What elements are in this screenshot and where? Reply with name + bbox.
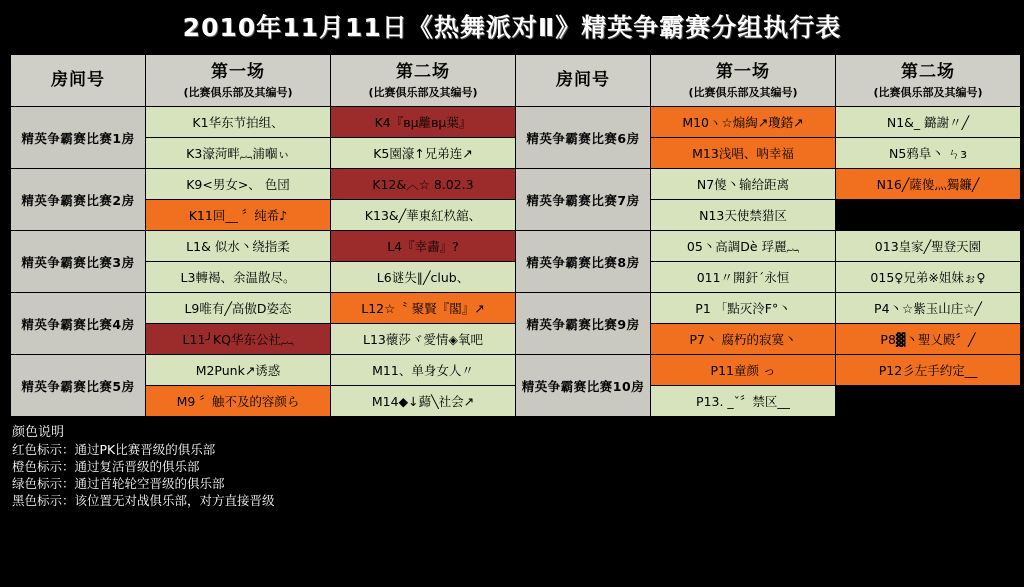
room-label-left: 精英争霸赛比赛5房 [11, 355, 146, 417]
club-cell: K11回__ 〞纯希♪ [146, 200, 331, 231]
header-match1-right-sub: (比赛俱乐部及其编号) [688, 85, 798, 99]
room-label-left: 精英争霸赛比赛2房 [11, 169, 146, 231]
legend-heading: 颜色说明 [12, 425, 65, 440]
header-match2-left [331, 55, 516, 107]
header-match1-left-sub: (比赛俱乐部及其编号) [183, 85, 293, 99]
room-label-right: 精英争霸赛比赛9房 [516, 293, 651, 355]
club-cell: K13&╱華東紅杦舘、 [331, 200, 516, 231]
legend-item-text: 通过首轮轮空晋级的俱乐部 [74, 476, 225, 491]
club-cell: K9<男女>、 色団 [146, 169, 331, 200]
club-cell: N13天使禁猎区 [651, 200, 836, 231]
legend-item [12, 492, 1014, 509]
table-header-row [11, 55, 1021, 107]
club-cell: K12&︿☆ 8.02.3 [331, 169, 516, 200]
club-cell: L1& 似水丶绕指柔 [146, 231, 331, 262]
club-cell: 05丶高調Dè 琈麗︷ [651, 231, 836, 262]
club-cell: P4丶☆紫玉山庄☆╱ [836, 293, 1021, 324]
club-cell: K1华东节拍组、 [146, 107, 331, 138]
club-cell: L4『幸畵』? [331, 231, 516, 262]
legend-item-label: 橙色标示： [12, 459, 75, 474]
header-match2-right-label: 第二场 [901, 61, 955, 82]
club-cell [836, 200, 1021, 231]
club-cell: K4『вμ離вμ葉』 [331, 107, 516, 138]
header-match2-left-label: 第二场 [396, 61, 450, 82]
legend-item-text: 通过PK比赛晋级的俱乐部 [74, 442, 216, 457]
club-cell: P12彡左手约定__ [836, 355, 1021, 386]
club-cell: L12☆〝 聚賢『閣』↗ [331, 293, 516, 324]
club-cell: P7丶 腐朽的寂寞丶 [651, 324, 836, 355]
room-label-right: 精英争霸赛比赛7房 [516, 169, 651, 231]
legend-item-text: 通过复活晋级的俱乐部 [74, 459, 200, 474]
club-cell: L11╯KQ华东公社︷ [146, 324, 331, 355]
header-match1-left [146, 55, 331, 107]
club-cell: P13. _ˇ〞禁区__ [651, 386, 836, 417]
header-room-right [516, 55, 651, 107]
club-cell [836, 386, 1021, 417]
club-cell: M11、单身女人〃 [331, 355, 516, 386]
club-cell: N16╱薩傻灬獨鐮╱ [836, 169, 1021, 200]
legend-item-label: 黑色标示： [12, 493, 75, 508]
legend [10, 424, 1014, 509]
club-cell: K5園濠↑兄弟连↗ [331, 138, 516, 169]
table-body [11, 107, 1021, 417]
club-cell: M9 〞触不及的容颜ら [146, 386, 331, 417]
header-match2-right [836, 55, 1021, 107]
club-cell: K3濠菏畔︷浦嗰ぃ [146, 138, 331, 169]
header-match1-right [651, 55, 836, 107]
room-label-right: 精英争霸赛比赛8房 [516, 231, 651, 293]
club-cell: P11童颜 っ [651, 355, 836, 386]
header-match2-left-sub: (比赛俱乐部及其编号) [368, 85, 478, 99]
table-row [11, 169, 1021, 200]
schedule-table [10, 54, 1021, 417]
header-match1-right-label: 第一场 [716, 61, 770, 82]
legend-item-label: 绿色标示： [12, 476, 75, 491]
club-cell: P8▓丶聖乂殿〞╱ [836, 324, 1021, 355]
header-room-left [11, 55, 146, 107]
room-label-right: 精英争霸赛比赛6房 [516, 107, 651, 169]
legend-item [12, 458, 1014, 475]
club-cell: N7傻丶输给距离 [651, 169, 836, 200]
table-row [11, 355, 1021, 386]
club-cell: M2Punk↗诱惑 [146, 355, 331, 386]
legend-item [12, 475, 1014, 492]
club-cell: L9唯有╱高傲D姿态 [146, 293, 331, 324]
header-room-left-label: 房间号 [51, 69, 105, 90]
room-label-left: 精英争霸赛比赛3房 [11, 231, 146, 293]
table-row [11, 293, 1021, 324]
club-cell: N5鸦阜丶 ㄣз [836, 138, 1021, 169]
legend-item-label: 红色标示： [12, 442, 75, 457]
club-cell: 013皇家╱聖登天園 [836, 231, 1021, 262]
header-match1-left-label: 第一场 [211, 61, 265, 82]
header-match2-right-sub: (比赛俱乐部及其编号) [873, 85, 983, 99]
club-cell: M10ヽ☆煽綯↗瓊鎝↗ [651, 107, 836, 138]
table-row [11, 231, 1021, 262]
header-room-right-label: 房间号 [556, 69, 610, 90]
table-row [11, 107, 1021, 138]
club-cell: M14◆↓蘬╲社会↗ [331, 386, 516, 417]
club-cell: L6谜失∥╱club、 [331, 262, 516, 293]
club-cell: M13浅唱、呐幸福 [651, 138, 836, 169]
legend-item-text: 该位置无对战俱乐部，对方直接晋级 [74, 493, 275, 508]
page-title: 2010年11月11日《热舞派对Ⅱ》精英争霸赛分组执行表 [182, 13, 842, 42]
club-cell: 015♀兄弟※姐妹ぉ♀ [836, 262, 1021, 293]
club-cell: N1&_ 鏴謝〃╱ [836, 107, 1021, 138]
room-label-right: 精英争霸赛比赛10房 [516, 355, 651, 417]
legend-item [12, 441, 1014, 458]
room-label-left: 精英争霸赛比赛1房 [11, 107, 146, 169]
club-cell: P1 「點灭泠F°丶 [651, 293, 836, 324]
legend-rows [12, 441, 1014, 509]
club-cell: L13蘹莎ヾ愛情◈氧吧 [331, 324, 516, 355]
club-cell: 011〃閞釬ˊ永恒 [651, 262, 836, 293]
club-cell: L3轉褐、余温散尽。 [146, 262, 331, 293]
room-label-left: 精英争霸赛比赛4房 [11, 293, 146, 355]
